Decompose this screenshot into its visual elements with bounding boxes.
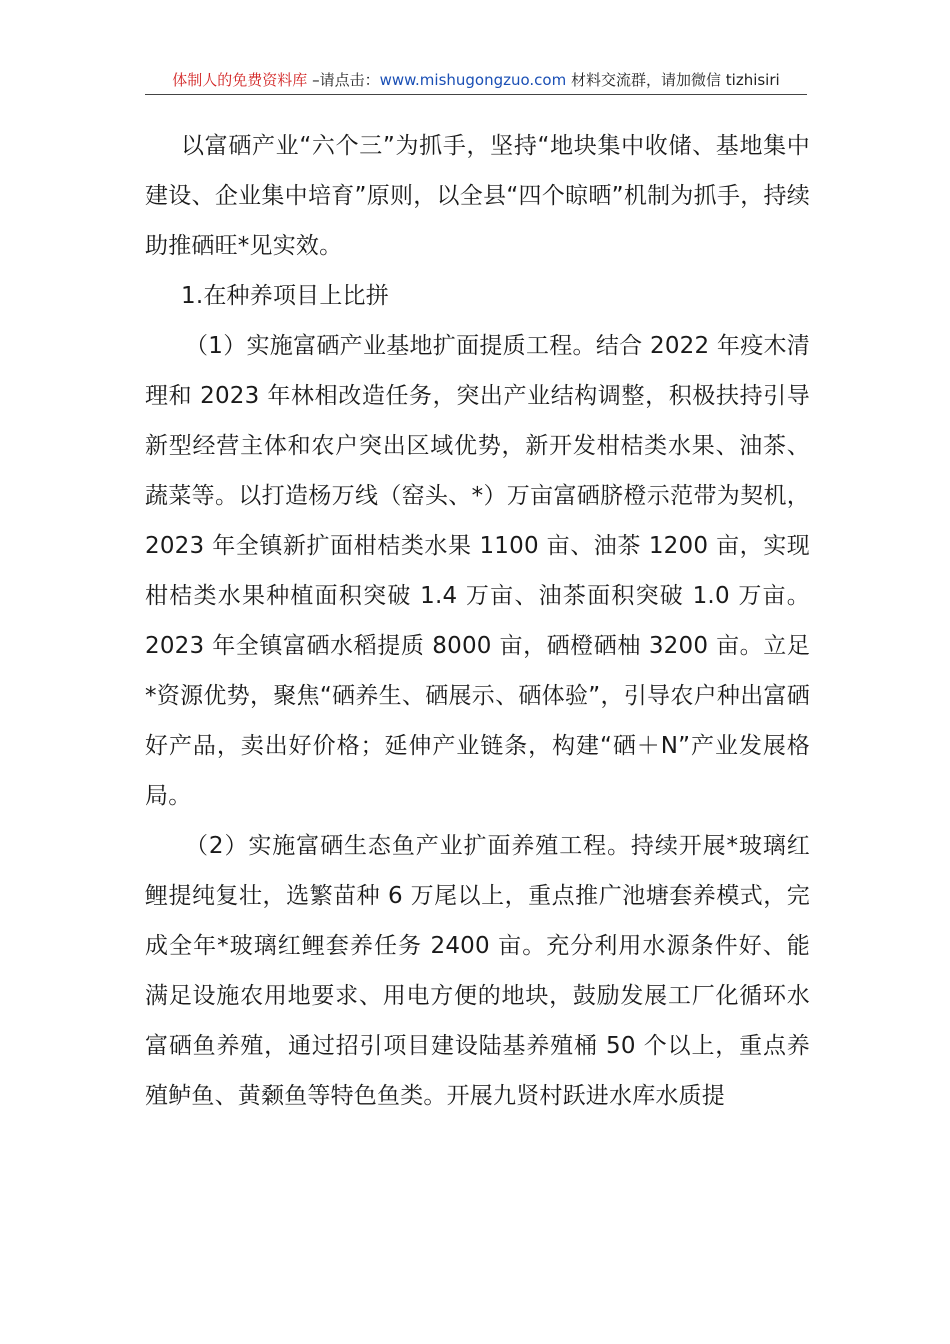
section-heading: 1.在种养项目上比拼 [181,283,389,309]
item-2-paragraph: （2）实施富硒生态鱼产业扩面养殖工程。持续开展*玻璃红鲤提纯复壮，选繁苗种 6 万尾以上，重点推广池塘套养模式，完成全年*玻璃红鲤套养任务 2400 亩。充分利用水源条件好、能满足设施农用地要求、用电方便的地块，鼓励发展工厂化循环水富硒鱼养殖，通过招引项目建设陆基养殖桶 50 个以上，重点养殖鲈鱼、黄颡鱼等特色鱼类。开展九贤村跃进水库水质提 [145,833,810,1109]
page-header [145,68,807,95]
intro-paragraph: 以富硒产业“六个三”为抓手，坚持“地块集中收储、基地集中建设、企业集中培育”原则，以全县“四个晾晒”机制为抓手，持续助推硒旺*见实效。 [145,133,810,259]
header-brand: 体制人的免费资料库 [172,71,308,89]
header-link[interactable]: www.mishugongzuo.com [379,71,567,89]
document-body [145,121,810,1121]
header-tail: 材料交流群，请加微信 tizhisiri [566,71,780,89]
item-1-paragraph: （1）实施富硒产业基地扩面提质工程。结合 2022 年疫木清理和 2023 年林相改造任务，突出产业结构调整，积极扶持引导新型经营主体和农户突出区域优势，新开发柑桔类水果、油茶、蔬菜等。以打造杨万线（窑头、*）万亩富硒脐橙示范带为契机，2023 年全镇新扩面柑桔类水果 1100 亩、油茶 1200 亩，实现柑桔类水果种植面积突破 1.4 万亩、油茶面积突破 1.0 万亩。2023 年全镇富硒水稻提质 8000 亩，硒橙硒柚 3200 亩。立足*资源优势，聚焦“硒养生、硒展示、硒体验”，引导农户种出富硒好产品，卖出好价格；延伸产业链条，构建“硒＋N”产业发展格局。 [145,333,810,809]
header-separator: –请点击： [307,71,380,89]
